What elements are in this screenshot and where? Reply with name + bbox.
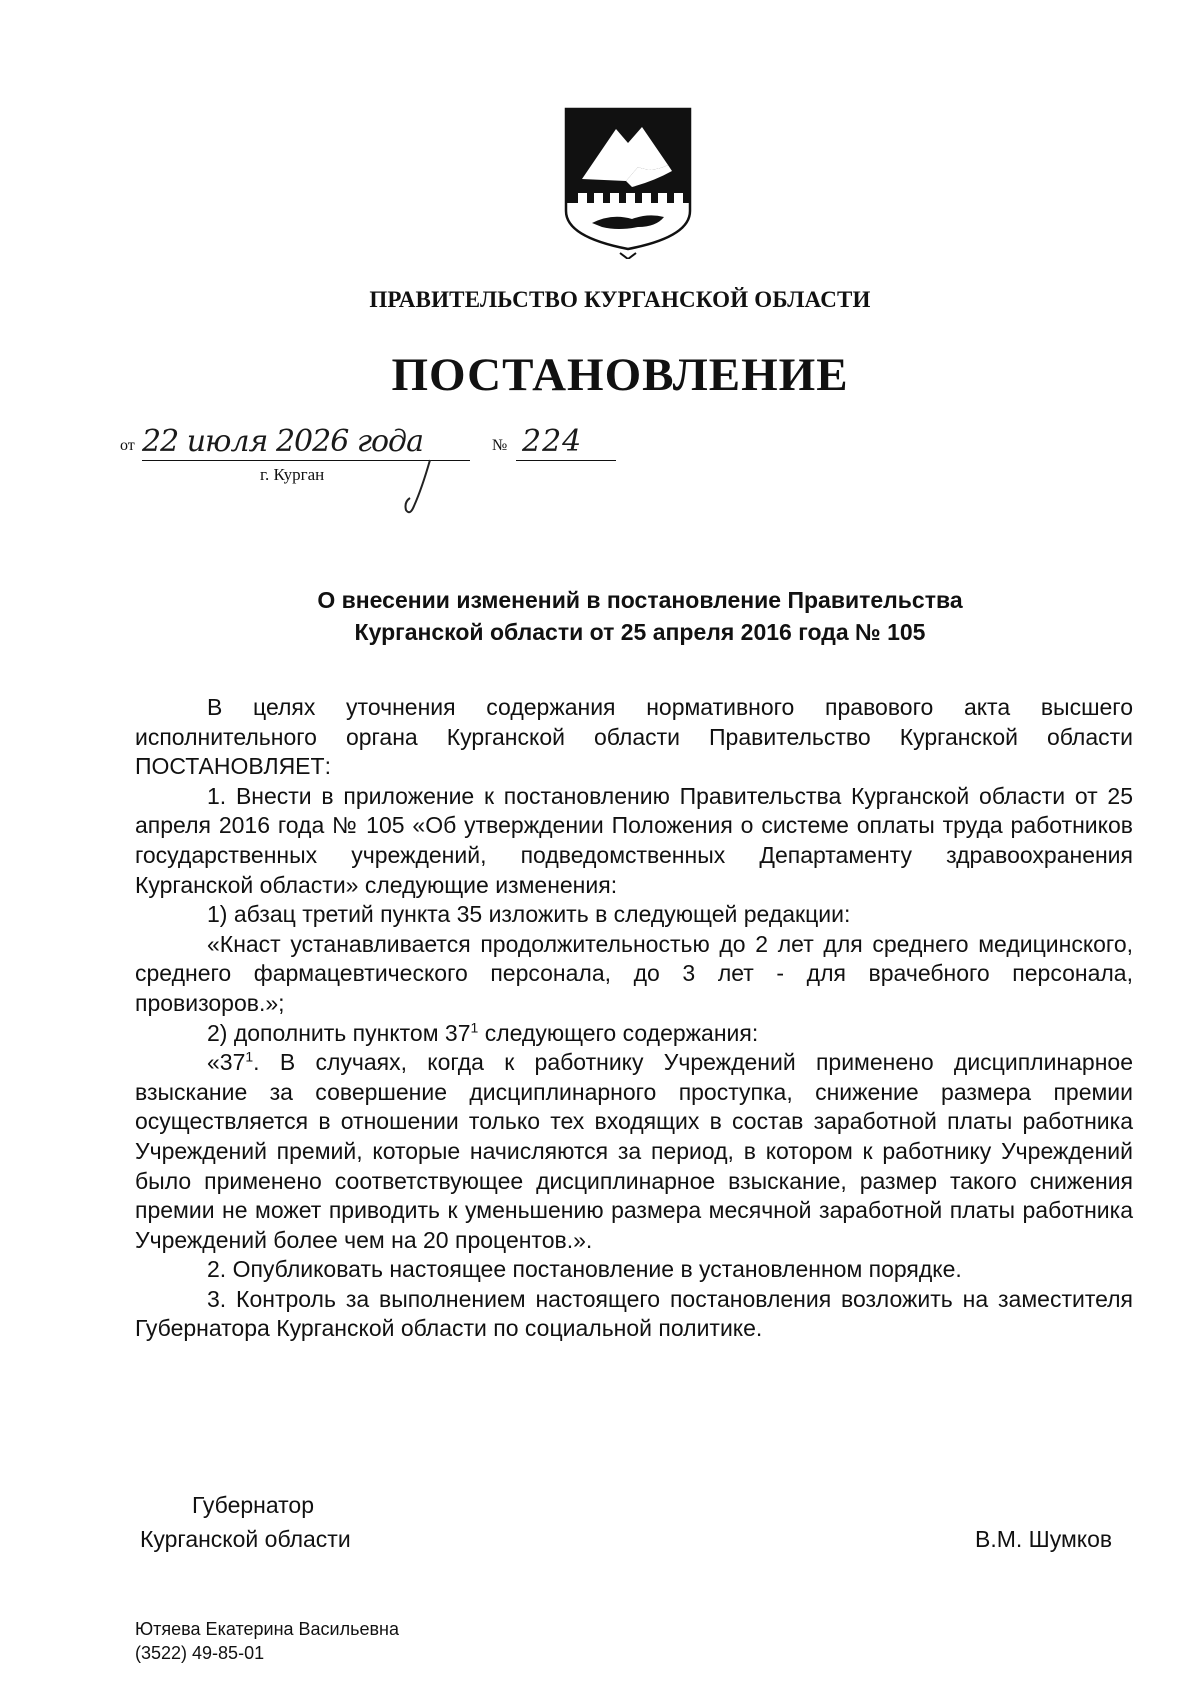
text-fragment: 2) дополнить пунктом 37 [207, 1019, 471, 1046]
paragraph-item-3: 3. Контроль за выполнением настоящего постановления возложить на заместителя Губернатора Курганской области по социальной политике. [135, 1285, 1133, 1342]
paragraph-preamble: В целях уточнения содержания нормативного правового акта высшего исполнительного органа Курганской области Правительство Курганской области ПОСТАНОВЛЯЕТ: [135, 694, 1133, 780]
superscript: 1 [470, 1018, 479, 1035]
paragraph-subitem-2 [135, 1019, 1133, 1049]
executor-name: Ютяева Екатерина Васильевна [135, 1619, 399, 1639]
handwritten-date: 22 июля 2026 года [142, 424, 423, 459]
signatory-title [140, 1488, 351, 1556]
date-number-block [120, 424, 640, 498]
number-underline [516, 460, 616, 461]
superscript: 1 [245, 1048, 254, 1065]
number-prefix: № [492, 437, 508, 454]
paragraph-item-2: 2. Опубликовать настоящее постановление в установленном порядке. [207, 1256, 962, 1283]
date-prefix: от [120, 437, 135, 454]
handwritten-stroke [400, 458, 440, 518]
executor-info [135, 1617, 399, 1665]
government-name: ПРАВИТЕЛЬСТВО КУРГАНСКОЙ ОБЛАСТИ [369, 287, 871, 312]
subject-line-1: О внесении изменений в постановление Правительства [317, 587, 963, 613]
handwritten-number: 224 [522, 424, 583, 459]
text-fragment: . В случаях, когда к работнику Учреждений применено дисциплинарное взыскание за совершение дисциплинарного проступка, снижение размера премии осуществляется в отношении только тех входящих в состав заработной платы работника Учреждений премий, которые начисляются за период, в котором к работнику Учреждений было применено соответствующее дисциплинарное взыскание, размер такого снижения премии не может приводить к уменьшению размера месячной заработной платы работника Учреждений более чем на 20 процентов.». [135, 1049, 1133, 1253]
paragraph-quote-1: «Кнаст устанавливается продолжительностью до 2 лет для среднего медицинского, среднего фармацевтического персонала, до 3 лет - для врачебного персонала, провизоров.»; [135, 930, 1133, 1016]
document-subject [200, 584, 1080, 648]
coat-of-arms-icon [562, 107, 694, 259]
executor-phone: (3522) 49-85-01 [135, 1643, 265, 1663]
signatory-title-line-2: Курганской области [140, 1526, 351, 1552]
signatory-name: В.М. Шумков [975, 1526, 1113, 1552]
document-type-title: ПОСТАНОВЛЕНИЕ [391, 349, 849, 401]
city-label: г. Курган [260, 465, 325, 484]
text-fragment: следующего содержания: [478, 1019, 759, 1046]
paragraph-quote-2 [135, 1048, 1133, 1255]
subject-line-2: Курганской области от 25 апреля 2016 года № 105 [354, 619, 926, 645]
paragraph-subitem-1: 1) абзац третий пункта 35 изложить в следующей редакции: [207, 901, 851, 928]
paragraph-item-1: 1. Внести в приложение к постановлению Правительства Курганской области от 25 апреля 2016 года № 105 «Об утверждении Положения о системе оплаты труда работников государственных учреждений, подведомственных Департаменту здравоохранения Курганской области» следующие изменения: [135, 782, 1133, 898]
signatory-title-line-1: Губернатор [192, 1492, 315, 1518]
document-body [135, 693, 1133, 1344]
text-fragment: «37 [207, 1049, 246, 1076]
